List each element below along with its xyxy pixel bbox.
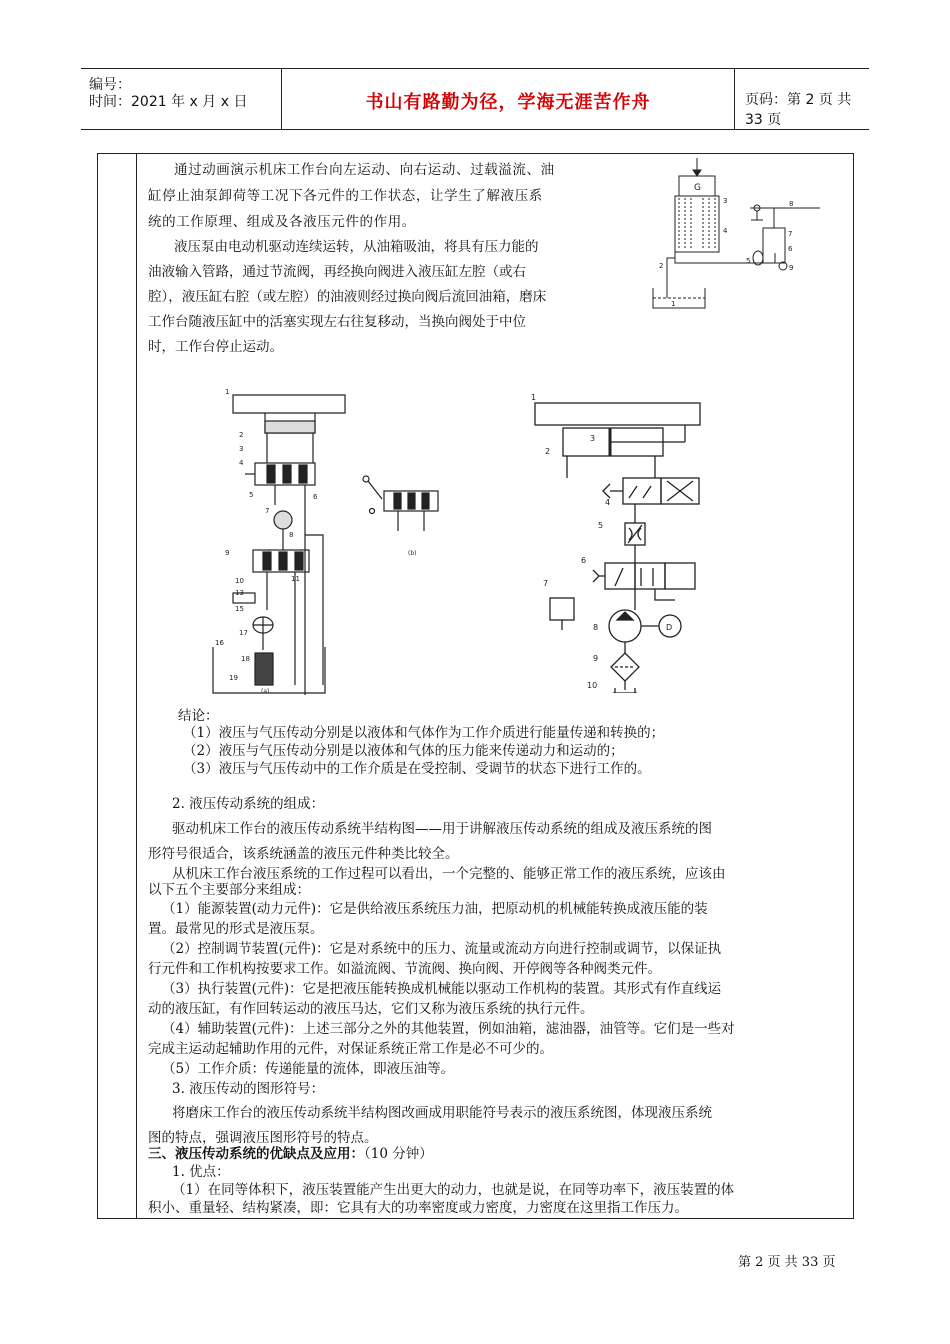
hydraulic-jack-figure [645,158,825,313]
component-item: （4）辅助装置(元件)：上述三部分之外的其他装置，例如油箱，滤油器，油管等。它们是一些对 [162,1021,735,1037]
section-3-title: 3. 液压传动的图形符号： [172,1081,325,1097]
svg-text:6: 6 [788,245,793,253]
svg-text:17: 17 [239,629,248,637]
svg-text:19: 19 [229,674,238,682]
content-column-divider [136,154,137,1218]
conclusion-title: 结论： [178,708,219,724]
svg-text:3: 3 [723,197,728,205]
section-3-desc: 图的特点，强调液压图形符号的特点。 [148,1130,378,1146]
svg-text:2: 2 [239,431,244,439]
part-3-title: 三、液压传动系统的优缺点及应用： [148,1146,364,1162]
motto-text: 书山有路勤为径，学海无涯苦作舟 [365,92,651,113]
advantage-item: （1）在同等体积下，液压装置能产生出更大的动力，也就是说，在同等功率下，液压装置的体 [172,1182,735,1198]
svg-text:5: 5 [249,491,254,499]
svg-text:8: 8 [789,200,794,208]
advantage-item: 积小、重量轻、结构紧凑，即：它具有大的功率密度或力密度，力密度在这里指工作压力。 [148,1200,688,1216]
conclusion-item: （3）液压与气压传动中的工作介质是在受控制、受调节的状态下进行工作的。 [183,761,651,777]
intro-line: 通过动画演示机床工作台向左运动、向右运动、过载溢流、油 [174,162,555,178]
intro-line: 油液输入管路，通过节流阀，再经换向阀进入液压缸左腔（或右 [148,264,526,280]
intro-line: 统的工作原理、组成及各液压元件的作用。 [148,214,416,230]
section-3-desc: 将磨床工作台的液压传动系统半结构图改画成用职能符号表示的液压系统图，体现液压系统 [172,1105,712,1121]
component-item: 行元件和工作机构按要求工作。如溢流阀、节流阀、换向阀、开停阀等各种阀类元件。 [148,961,661,977]
header-page-cell [733,69,869,129]
svg-text:6: 6 [581,556,587,565]
intro-line: 时，工作台停止运动。 [148,339,283,355]
svg-text:9: 9 [789,264,794,272]
figure-b-caption: (b) [408,550,417,557]
svg-text:6: 6 [313,493,318,501]
svg-text:7: 7 [788,230,793,238]
section-2-desc: 形符号很适合，该系统涵盖的液压元件种类比较全。 [148,846,459,862]
component-item: （1）能源装置(动力元件)：它是供给液压系统压力油，把原动机的机械能转换成液压能的装 [162,901,708,917]
part-3-time: （10 分钟） [364,1146,433,1162]
svg-text:4: 4 [605,498,611,507]
component-item: 置。最常见的形式是液压泵。 [148,921,324,937]
intro-line: 缸停止油泵卸荷等工况下各元件的工作状态，让学生了解液压系 [148,188,543,204]
component-item: 完成主运动起辅助作用的元件，对保证系统正常工作是必不可少的。 [148,1041,553,1057]
svg-text:11: 11 [291,575,300,583]
page-header [81,68,869,130]
valve-detail-figure-b [360,475,445,560]
advantages-subtitle: 1. 优点： [172,1164,230,1180]
svg-text:5: 5 [746,257,751,265]
number-label: 编号： [89,77,131,93]
svg-text:5: 5 [598,521,604,530]
intro-line: 液压泵由电动机驱动连续运转，从油箱吸油，将具有压力能的 [174,239,539,255]
svg-text:4: 4 [239,459,244,467]
svg-text:7: 7 [265,507,270,515]
motor-label: D [666,623,673,632]
section-2-title: 2. 液压传动系统的组成： [172,796,325,812]
svg-text:10: 10 [587,681,598,690]
load-label-g: G [694,183,701,193]
date-label: 时间：2021 年 x 月 x 日 [89,94,248,110]
svg-text:9: 9 [225,549,230,557]
svg-text:10: 10 [235,577,244,585]
component-item: 动的液压缸，有作回转运动的液压马达，它们又称为液压系统的执行元件。 [148,1001,594,1017]
figure-a-caption: (a) [261,688,270,695]
svg-text:15: 15 [235,605,244,613]
grinder-semi-structural-figure-a [205,385,355,700]
svg-text:8: 8 [289,531,294,539]
page-number-label: 页码：第 2 页 共 33 页 [745,92,852,128]
section-2-para: 以下五个主要部分来组成： [148,882,310,898]
svg-text:3: 3 [239,445,244,453]
svg-text:4: 4 [723,227,728,235]
svg-text:18: 18 [241,655,250,663]
section-2-para: 从机床工作台液压系统的工作过程可以看出，一个完整的、能够正常工作的液压系统，应该由 [172,866,726,882]
svg-text:7: 7 [543,579,549,588]
header-motto-cell [281,69,735,129]
header-meta-cell [81,69,281,129]
svg-text:9: 9 [593,654,599,663]
svg-text:2: 2 [545,447,551,456]
conclusion-item: （1）液压与气压传动分别是以液体和气体作为工作介质进行能量传递和转换的； [183,725,665,741]
svg-text:1: 1 [671,300,676,308]
component-item: （5）工作介质：传递能量的流体，即液压油等。 [162,1061,455,1077]
svg-text:1: 1 [531,393,537,402]
conclusion-item: （2）液压与气压传动分别是以液体和气体的压力能来传递动力和运动的； [183,743,624,759]
section-2-desc: 驱动机床工作台的液压传动系统半结构图——用于讲解液压传动系统的组成及液压系统的图 [172,821,712,837]
svg-text:3: 3 [590,434,596,443]
svg-text:8: 8 [593,623,599,632]
component-item: （3）执行装置(元件)：它是把液压能转换成机械能以驱动工作机构的装置。其形式有作直线运 [162,981,722,997]
hydraulic-symbol-circuit [525,388,705,693]
intro-line: 工作台随液压缸中的活塞实现左右往复移动，当换向阀处于中位 [148,314,526,330]
footer-page-number: 第 2 页 共 33 页 [738,1255,836,1270]
svg-text:1: 1 [225,388,230,396]
intro-line: 腔），液压缸右腔（或左腔）的油液则经过换向阀后流回油箱，磨床 [148,289,547,305]
component-item: （2）控制调节装置(元件)：它是对系统中的压力、流量或流动方向进行控制或调节，以保证执 [162,941,722,957]
svg-text:2: 2 [659,262,664,270]
svg-text:13: 13 [235,589,244,597]
svg-text:16: 16 [215,639,224,647]
